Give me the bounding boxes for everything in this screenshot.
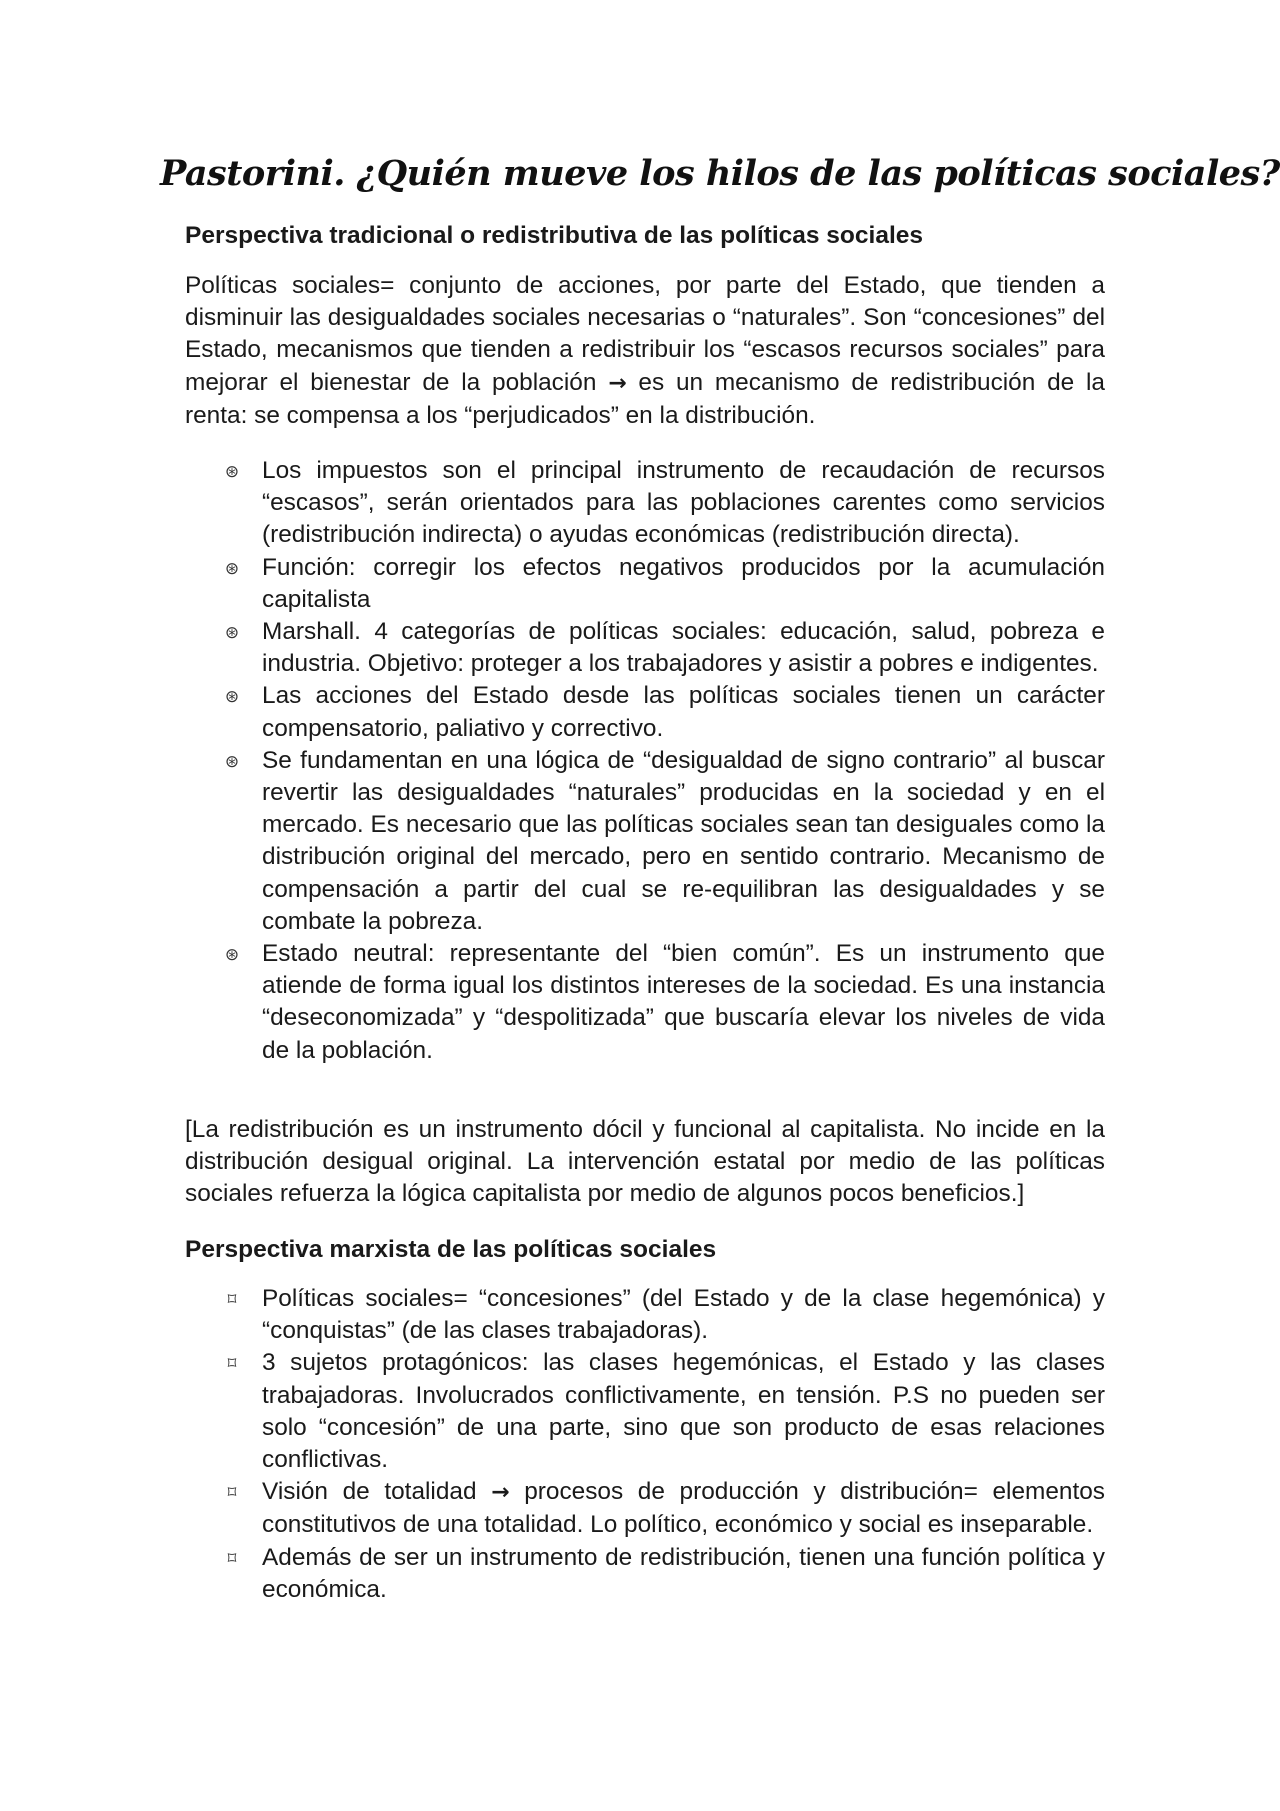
list-item <box>185 616 1105 680</box>
list-item-text: Las acciones del Estado desde las políticas sociales tienen un carácter compensatorio, paliativo y correctivo. <box>262 682 1105 742</box>
bullet-icon: ⌑ <box>227 1483 237 1504</box>
document-title: Pastorini. ¿Quién mueve los hilos de las políticas sociales? <box>160 153 1280 194</box>
list-item-text: Visión de totalidad <box>262 1478 492 1506</box>
bracket-note: [La redistribución es un instrumento dócil y funcional al capitalista. No incide en la distribución desigual original. La intervención estatal por medio de las políticas sociales refuerza la lógica capitalista por medio de algunos pocos beneficios.] <box>185 1116 1105 1208</box>
bullet-icon: ⊛ <box>224 623 240 644</box>
list-item <box>185 1283 1105 1347</box>
list-item-text: Función: corregir los efectos negativos producidos por la acumulación capitalista <box>262 553 1105 613</box>
bullet-icon: ⊛ <box>224 687 240 708</box>
section-heading-tradicional: Perspectiva tradicional o redistributiva de las políticas sociales <box>185 222 924 249</box>
intro-text-b: es un mecanismo de redistribución de la renta: se compensa a los “perjudicados” en la distribución. <box>185 368 1105 429</box>
bullet-list-tradicional <box>185 455 1105 1067</box>
list-item <box>185 1347 1105 1476</box>
bullet-icon: ⊛ <box>224 462 240 482</box>
list-item <box>185 455 1105 552</box>
bullet-icon: ⊛ <box>224 945 240 966</box>
list-item <box>185 680 1105 744</box>
list-item-text-continued: procesos de producción y distribución= elementos constitutivos de una totalidad. Lo político, económico y social es inseparable. <box>262 1478 1105 1539</box>
section-heading-marxista: Perspectiva marxista de las políticas sociales <box>185 1236 717 1263</box>
bullet-icon: ⌑ <box>227 1548 237 1569</box>
intro-paragraph <box>185 270 1105 432</box>
list-item <box>185 745 1105 938</box>
list-item-text: 3 sujetos protagónicos: las clases hegemónicas, el Estado y las clases trabajadoras. Involucrados conflictivamente, en tensión. P.S no pueden ser solo “concesión” de una parte, sino que son producto de esas relaciones conflictivas. <box>262 1349 1105 1474</box>
arrow-right-icon: → <box>491 1480 510 1506</box>
bullet-icon: ⊛ <box>224 751 240 772</box>
intro-text-a: Políticas sociales= conjunto de acciones, por parte del Estado, que tienden a disminuir las desigualdades sociales necesarias o “naturales”. Son “concesiones” del Estado, mecanismos que tienden a redistribuir los “escasos recursos sociales” para mejorar el bienestar de la población <box>185 272 1105 396</box>
list-item-text: Los impuestos son el principal instrumento de recaudación de recursos “escasos”, serán orientados para las poblaciones carentes como servicios (redistribución indirecta) o ayudas económicas (redistribución directa). <box>262 457 1105 549</box>
list-item <box>185 938 1105 1067</box>
list-item <box>185 1476 1105 1541</box>
list-item-text: Estado neutral: representante del “bien común”. Es un instrumento que atiende de forma igual los distintos intereses de la sociedad. Es una instancia “deseconomizada” y “despolitizada” que buscaría elevar los niveles de vida de la población. <box>262 940 1105 1064</box>
list-item <box>185 1542 1105 1606</box>
list-item <box>185 552 1105 616</box>
bullet-icon: ⊛ <box>224 558 240 579</box>
bullet-icon: ⌑ <box>227 1354 237 1375</box>
arrow-right-icon: → <box>608 370 627 396</box>
list-item-text: Además de ser un instrumento de redistribución, tienen una función política y económica. <box>262 1543 1105 1603</box>
bullet-icon: ⌑ <box>227 1290 237 1310</box>
bullet-list-marxista <box>185 1283 1105 1606</box>
list-item-text: Políticas sociales= “concesiones” (del Estado y de la clase hegemónica) y “conquistas” (de las clases trabajadoras). <box>262 1285 1105 1345</box>
list-item-text: Marshall. 4 categorías de políticas sociales: educación, salud, pobreza e industria. Objetivo: proteger a los trabajadores y asistir a pobres e indigentes. <box>262 618 1105 678</box>
list-item-text: Se fundamentan en una lógica de “desigualdad de signo contrario” al buscar revertir las desigualdades “naturales” producidas en la sociedad y en el mercado. Es necesario que las políticas sociales sean tan desiguales como la distribución original del mercado, pero en sentido contrario. Mecanismo de compensación a partir del cual se re-equilibran las desigualdades y se combate la pobreza. <box>262 746 1105 935</box>
